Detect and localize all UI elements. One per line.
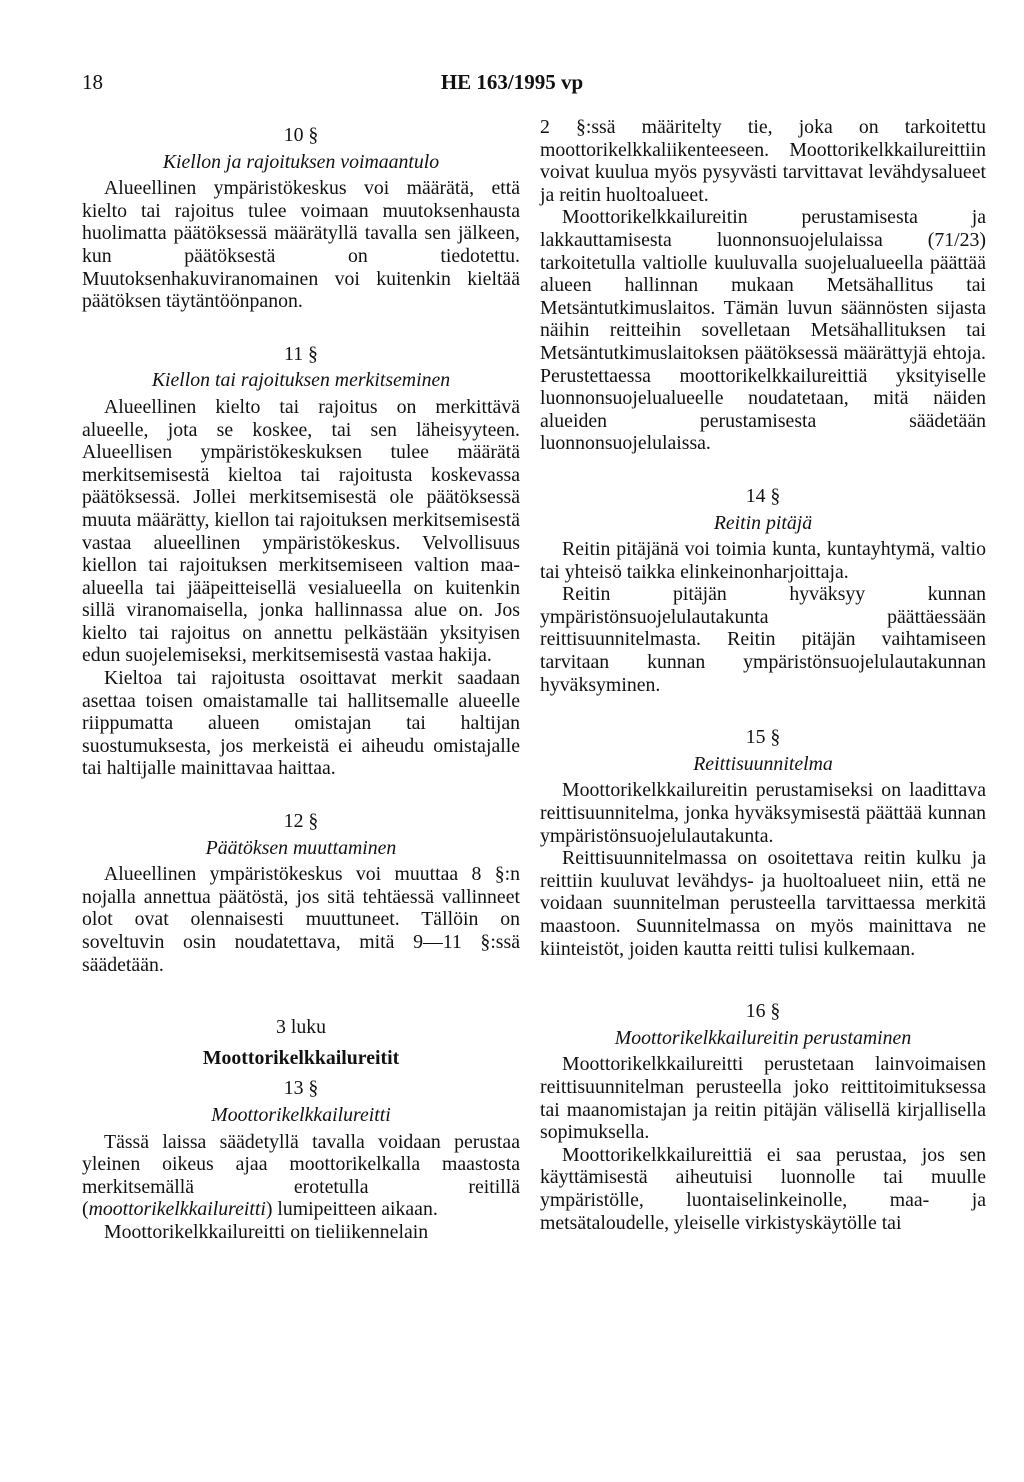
section-number: 10 § <box>283 124 319 146</box>
chapter-title: Moottorikelkkailureitit <box>202 1046 400 1069</box>
section-title: Reittisuunnitelma <box>693 752 833 775</box>
paragraph: Moottorikelkkailureitin perustamisesta ja lakkauttamisesta luonnonsuojelulaissa (71/23) tarkoitetulla valtiolle kuuluvalla suojelualueella päättää alueen hallinnan mukaan Metsähallitus tai Metsäntutkimuslaitos. Tämän luvun säännösten sijasta näihin reitteihin sovelletaan Metsähallituksen tai Metsäntutkimuslaitoksen päätöksessä määrättyjä ehtoja. Perustettaessa moottorikelkkailureittiä yksityiselle luonnonsuojelualueelle noudatetaan, mitä näiden alueiden perustamisesta säädetään luonnonsuojelulaissa. <box>540 206 986 455</box>
paragraph: Moottorikelkkailureitti perustetaan lainvoimaisen reittisuunnitelman perusteella joko reittitoimituksessa tai maanomistajan ja reitin pitäjän välisellä kirjallisella sopimuksella. <box>540 1053 986 1144</box>
section-number: 13 § <box>283 1077 319 1100</box>
paragraph: Moottorikelkkailureitin perustamiseksi on laadittava reittisuunnitelma, jonka hyväksymisestä päättää kunnan ympäristönsuojelulautakunta. <box>540 779 986 847</box>
paragraph: Reittisuunnitelmassa on osoitettava reitin kulku ja reittiin kuuluvat levähdys- ja huoltoalueet niin, että ne voidaan suunnitelman perusteella tarvittaessa merkitä maastoon. Suunnitelmassa on myös mainittava ne kiinteistöt, joiden kautta reitti tulisi kulkemaan. <box>540 847 986 960</box>
page-header <box>82 70 942 100</box>
section-number: 12 § <box>283 810 319 833</box>
section-title: Kiellon tai rajoituksen merkitseminen <box>151 369 451 392</box>
paragraph: Moottorikelkkailureitti on tieliikennelain <box>104 1220 429 1243</box>
paragraph: Reitin pitäjänä voi toimia kunta, kuntayhtymä, valtio tai yhteisö taikka elinkeinonharjoittaja. <box>540 538 986 583</box>
section-number: 16 § <box>745 1000 781 1023</box>
section-title: Kiellon ja rajoituksen voimaantulo <box>162 150 440 173</box>
section-15 <box>540 726 986 960</box>
paragraph: Alueellinen kielto tai rajoitus on merkittävä alueelle, jota se koskee, tai sen läheisyyteen. Alueellisen ympäristökeskuksen tulee määrätä merkitsemisestä kieltoa tai rajoitusta koskevassa päätöksessä. Jollei merkitsemisestä ole päätöksessä muuta määrätty, kiellon tai rajoituksen merkitsemisestä vastaa alueellinen ympäristökeskus. Velvollisuus kiellon tai rajoituksen merkitsemiseen valtion maa-alueella tai jääpeitteisellä vesialueella on kuitenkin sillä viranomaisella, jonka hallinnassa alue on. Jos kielto tai rajoitus on annettu pelkästään yksityisen edun suojelemiseksi, merkitsemisestä vastaa hakija. <box>82 395 520 667</box>
paragraph-text: ) lumipeitteen aikaan. <box>265 1198 438 1221</box>
section-title: Päätöksen muuttaminen <box>205 836 397 859</box>
section-11 <box>82 343 520 780</box>
page-number: 18 <box>82 70 103 94</box>
paragraph: 2 §:ssä määritelty tie, joka on tarkoitettu moottorikelkkaliikenteeseen. Moottorikelkkailureittiin voivat kuulua myös pysyvästi tarvittavat levähdysalueet ja reitin huoltoalueet. <box>540 116 986 206</box>
section-number: 11 § <box>284 342 318 365</box>
chapter-3 <box>82 1016 520 1069</box>
defined-term: moottorikelkkailureitti <box>88 1198 266 1221</box>
section-10 <box>82 124 520 313</box>
paragraph: Alueellinen ympäristökeskus voi muuttaa 8 §:n nojalla annettua päätöstä, jos sitä tehtäessä vallinneet olot ovat olennaisesti muuttuneet. Tällöin on soveltuvin osin noudatettava, mitä 9—11 §:ssä säädetään. <box>82 863 520 976</box>
section-13-continued <box>540 116 986 455</box>
section-13 <box>82 1077 520 1243</box>
section-title: Reitin pitäjä <box>713 511 813 534</box>
paragraph: Reitin pitäjän hyväksyy kunnan ympäristönsuojelulautakunta päättäessään reittisuunnitelmasta. Reitin pitäjän vaihtamiseen tarvitaan kunnan ympäristönsuojelulautakunnan hyväksyminen. <box>540 583 986 696</box>
section-title: Moottorikelkkailureitti <box>211 1103 391 1126</box>
section-number: 14 § <box>745 484 781 507</box>
chapter-number: 3 luku <box>275 1016 326 1039</box>
section-14 <box>540 485 986 696</box>
paragraph-text: Tässä laissa säädetyllä tavalla voidaan perustaa yleinen oikeus ajaa moottorikelkalla maastosta merkitsemällä erotetulla reitillä ( <box>82 1130 520 1221</box>
section-number: 15 § <box>745 726 781 749</box>
paragraph: Moottorikelkkailureittiä ei saa perustaa, jos sen käyttämisestä aiheutuisi luonnolle tai muulle ympäristölle, luontaiselinkeinolle, maa- ja metsätaloudelle, yleiselle virkistyskäytölle tai <box>540 1143 986 1234</box>
paragraph <box>82 1131 520 1221</box>
section-16 <box>540 1000 986 1234</box>
left-column <box>82 116 520 1244</box>
paragraph: Alueellinen ympäristökeskus voi määrätä, että kielto tai rajoitus tulee voimaan muutoksenhausta huolimatta päätöksessä määrätyllä tavalla sen jälkeen, kun päätöksestä on tiedotettu. Muutoksenhakuviranomainen voi kuitenkin kieltää päätöksen täytäntöönpanon. <box>82 177 520 313</box>
section-12 <box>82 810 520 976</box>
right-column <box>540 116 986 1234</box>
section-title: Moottorikelkkailureitin perustaminen <box>614 1026 912 1049</box>
paragraph: Kieltoa tai rajoitusta osoittavat merkit saadaan asettaa toisen omaistamalle tai hallitsemalle alueelle riippumatta alueen omistajan tai haltijan suostumuksesta, jos merkeistä ei aiheudu omistajalle tai haltijalle mainittavaa haittaa. <box>82 667 520 780</box>
document-id: HE 163/1995 vp <box>440 70 584 94</box>
